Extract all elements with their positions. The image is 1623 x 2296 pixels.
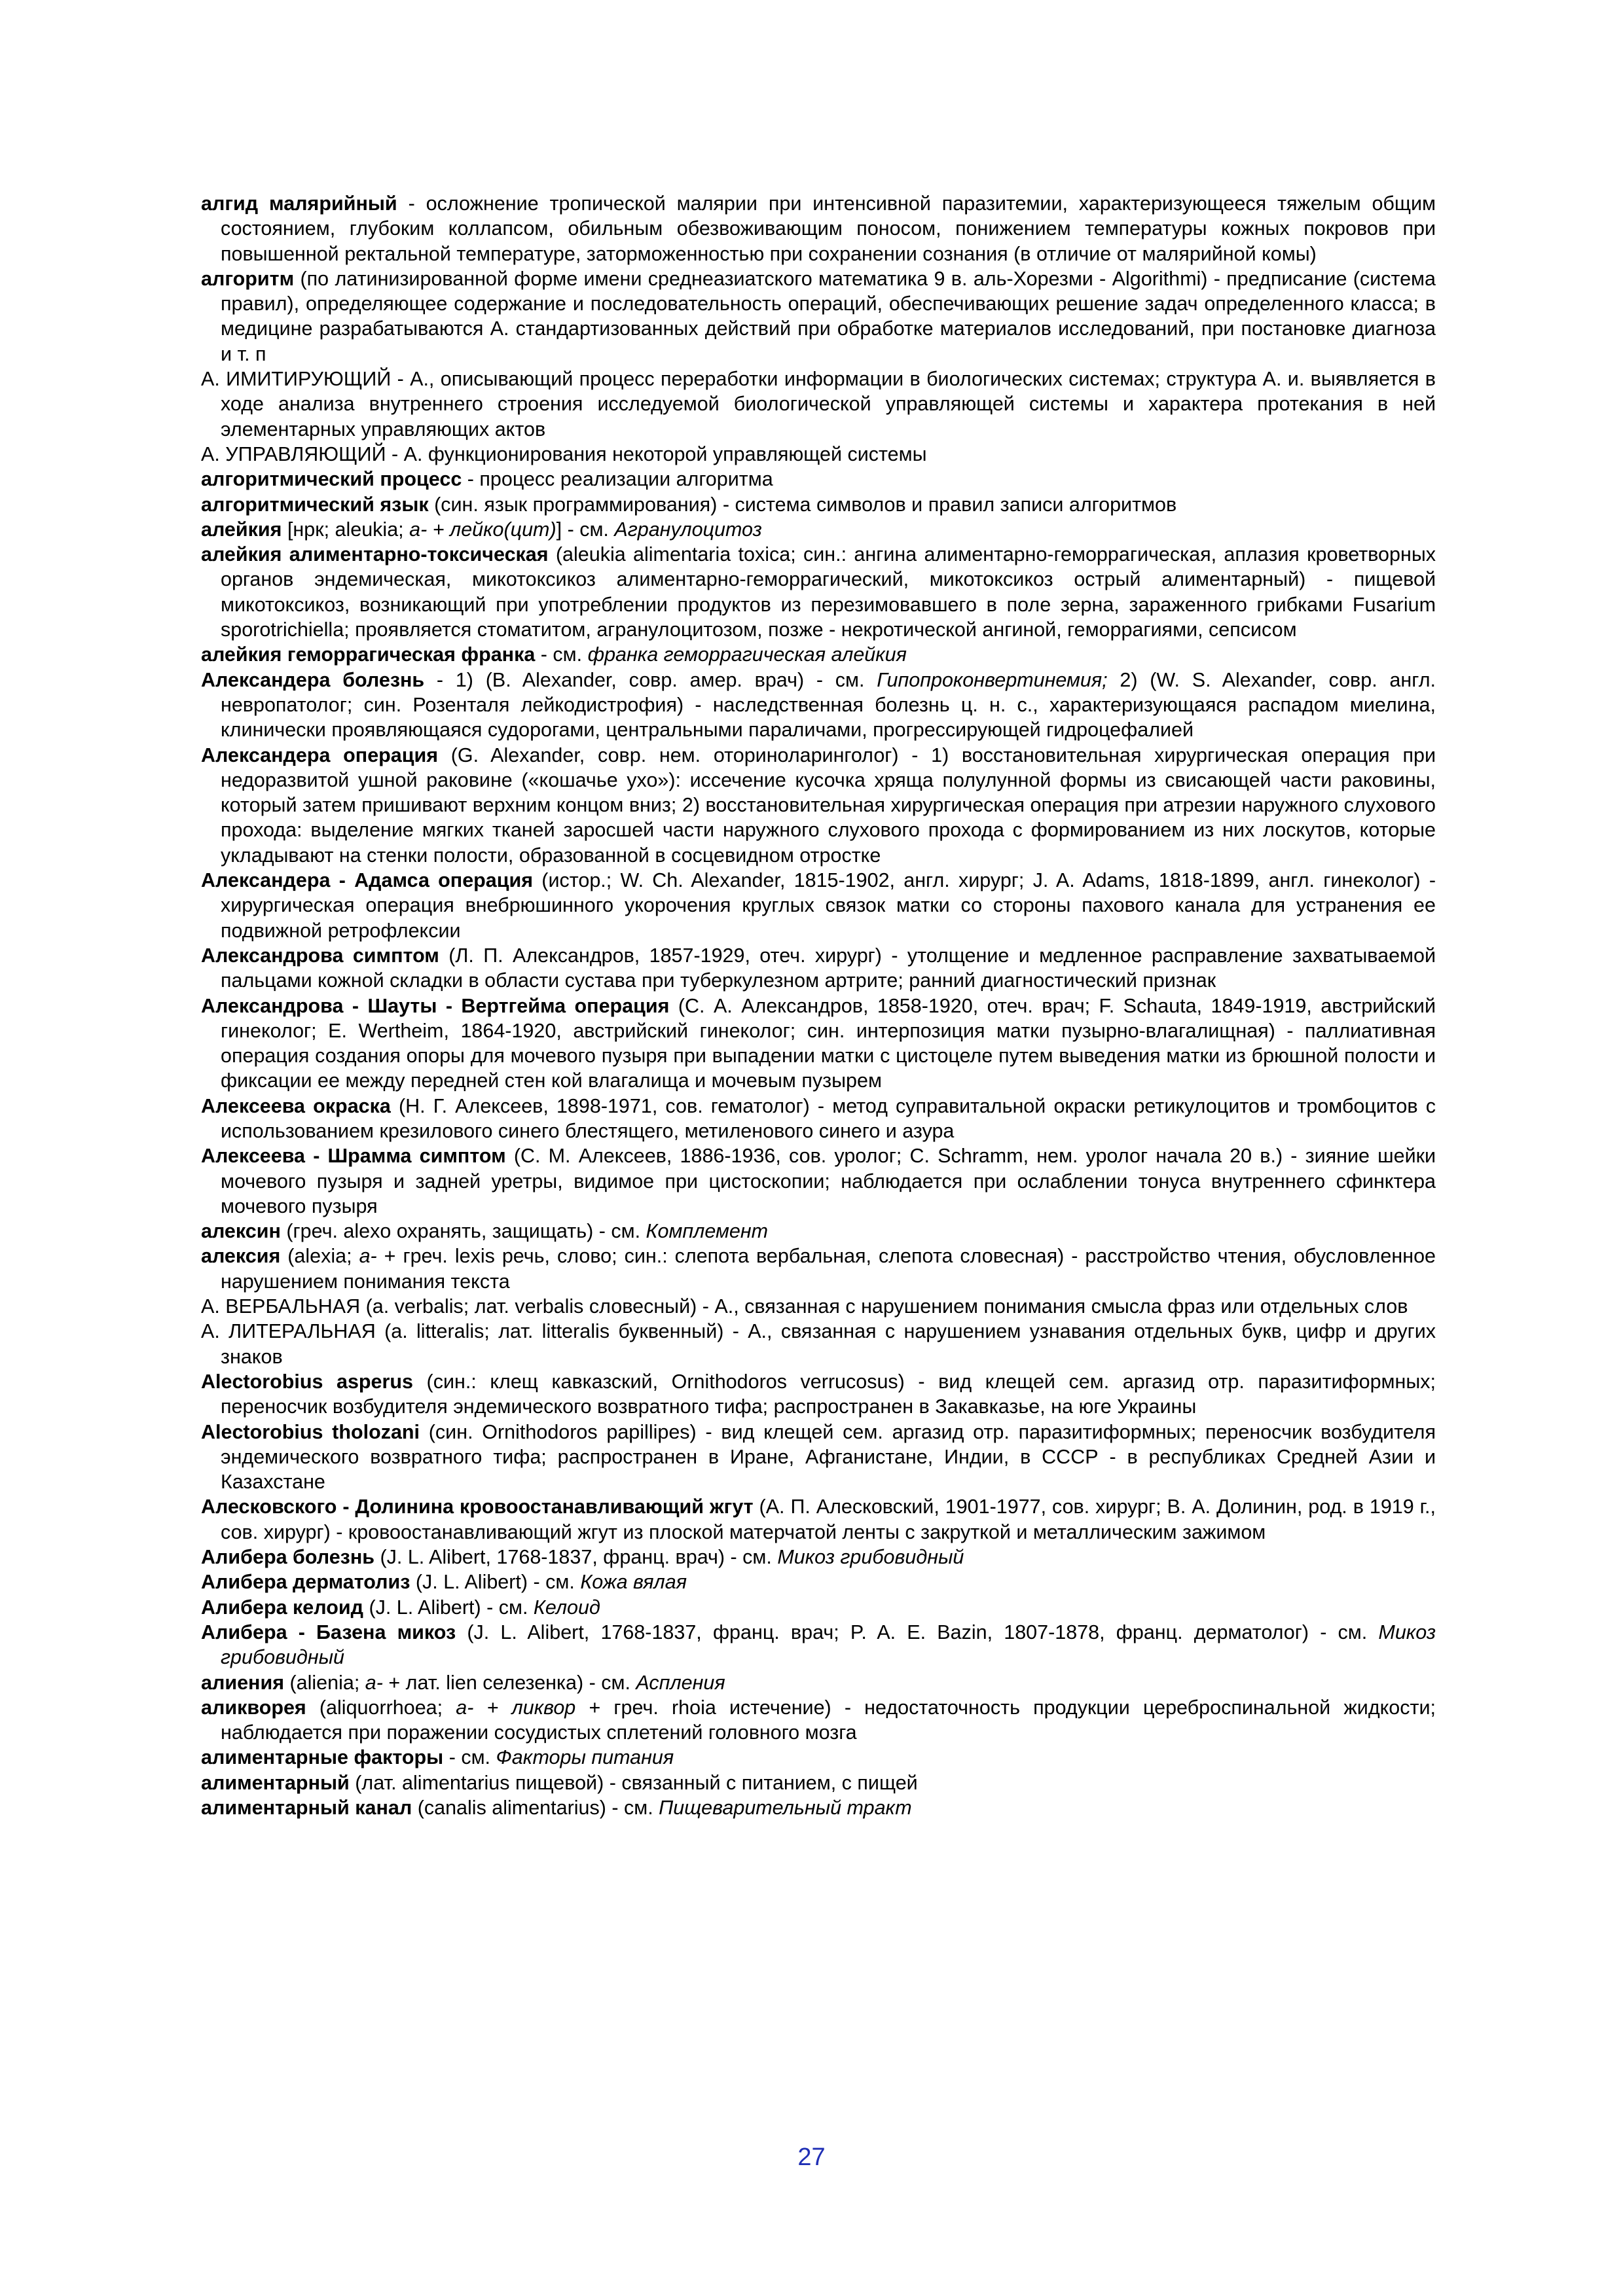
entry-definition: + греч. lexis речь, слово; син.: слепота вербальная, слепота словесная) - расстройство чтения, обусловленное нарушением понимания текста xyxy=(221,1245,1436,1293)
entry-definition: + лат. lien селезенка) - см. xyxy=(382,1671,636,1694)
entry-definition: (С. А. Александров, 1858-1920, отеч. врач; F. Schauta, 1849-1919, австрийский гинеколог; E. Wertheim, 1864-1920, австрийский гинеколог; син. интерпозиция матки пузырно-влагалищная) - паллиативная операция создания опоры для мочевого пузыря при выпадении матки с цистоцеле путем выведения матки из брюшной полости и фиксации ее между передней стен кой влагалища и мочевым пузырем xyxy=(221,994,1436,1092)
entry-definition: - осложнение тропической малярии при интенсивной паразитемии, характеризующееся тяжелым общим состоянием, глубоким коллапсом, обильным обезвоживающим поносом, понижением температуры кожных покровов при повышенной ректальной температуре, заторможенностью при сохранении сознания (в отличие от малярийной комы) xyxy=(221,192,1436,265)
dictionary-entry xyxy=(201,1745,1436,1770)
entry-definition: - А. функционирования некоторой управляющей системы xyxy=(386,442,927,465)
entry-definition: (a. verbalis; лат. verbalis словесный) - А., связанная с нарушением понимания смысла фраз или отдельных слов xyxy=(360,1295,1408,1318)
entry-term: алексин xyxy=(201,1220,281,1243)
entry-term: Алесковского - Долинина кровоостанавливающий жгут xyxy=(201,1496,754,1518)
entry-definition: (А. П. Алесковский, 1901-1977, сов. хирург; В. А. Долинин, род. в 1919 г., сов. хирург) - кровоостанавливающий жгут из плоской матерчатой ленты с закруткой и металлическим зажимом xyxy=(221,1496,1436,1543)
sub-entry xyxy=(201,1319,1436,1369)
dictionary-entry xyxy=(201,1369,1436,1420)
sub-entry xyxy=(201,367,1436,442)
entry-definition: (G. Alexander, совр. нем. оториноларинголог) - 1) восстановительная хирургическая операция при недоразвитой ушной раковине («кошачье ухо»): иссечение кусочка хряща полулунной формы из свисающей части раковины, который затем пришивают верхним концом вниз; 2) восстановительная хирургическая операция при атрезии наружного слухового прохода: выделение мягких тканей заросшей части наружного слухового прохода с формированием из них лоскутов, которые укладывают на стенки полости, образованной в сосцевидном отростке xyxy=(221,744,1436,867)
dictionary-entry xyxy=(201,1420,1436,1495)
dictionary-entry xyxy=(201,1494,1436,1545)
dictionary-entry xyxy=(201,1670,1436,1695)
entry-definition: (aleukia alimentaria toxica; син.: ангина алиментарно-геморрагическая, аплазия кроветворных органов эндемическая, микотоксикоз алиментарно-геморрагический, микотоксикоз острый алиментарный) - пищевой микотоксикоз, возникающий при употреблении продуктов из перезимовавшего в поле зерна, зараженного грибками Fusarium sporotrichiella; проявляется стоматитом, агранулоцитозом, позже - некротической ангиной, геморрагиями, сепсисом xyxy=(221,543,1436,641)
entry-reference: Аспления xyxy=(636,1671,725,1694)
entry-reference: Гипопроконвертинемия; xyxy=(877,668,1108,691)
dictionary-entry xyxy=(201,868,1436,943)
dictionary-entry xyxy=(201,943,1436,994)
entry-term: Александрова - Шауты - Вертгейма операция xyxy=(201,994,670,1017)
dictionary-entry xyxy=(201,994,1436,1094)
sub-entry xyxy=(201,1294,1436,1319)
dictionary-entry xyxy=(201,1244,1436,1294)
entry-term: Alectorobius asperus xyxy=(201,1370,413,1393)
entry-reference: а- xyxy=(359,1245,377,1268)
entry-reference: Микоз грибовидный xyxy=(221,1621,1436,1669)
entry-term: алексия xyxy=(201,1245,281,1268)
entry-term: Александера - Адамса операция xyxy=(201,869,534,892)
sub-entry-term: А. УПРАВЛЯЮЩИЙ xyxy=(201,442,386,465)
entry-term: Александрова симптом xyxy=(201,944,439,967)
entry-definition: (aliquorrhoea; xyxy=(306,1696,456,1719)
dictionary-entry xyxy=(201,1570,1436,1594)
entry-term: алгид малярийный xyxy=(201,192,397,215)
entry-term: Алибера дерматолиз xyxy=(201,1571,410,1594)
entry-term: Алексеева - Шрамма симптом xyxy=(201,1145,506,1168)
entry-definition: (canalis alimentarius) - см. xyxy=(412,1797,659,1819)
dictionary-entry xyxy=(201,1219,1436,1244)
dictionary-entry xyxy=(201,668,1436,743)
entry-definition: - см. xyxy=(443,1746,496,1769)
dictionary-entry xyxy=(201,1795,1436,1820)
sub-entry-term: А. ВЕРБАЛЬНАЯ xyxy=(201,1295,361,1318)
entry-definition: (син. язык программирования) - система символов и правил записи алгоритмов xyxy=(428,493,1177,516)
entry-reference: Агранулоцитоз xyxy=(614,518,762,541)
entry-term: Алибера келоид xyxy=(201,1596,363,1619)
entry-reference: Пищеварительный тракт xyxy=(659,1797,912,1819)
entry-reference: Келоид xyxy=(533,1596,600,1619)
entry-definition: (истор.; W. Ch. Alexander, 1815-1902, англ. хирург; J. A. Adams, 1818-1899, англ. гинеколог) - хирургическая операция внебрюшинного укорочения круглых связок матки со стороны пахового канала для устранения ее подвижной ретрофлексии xyxy=(221,869,1436,942)
entry-definition: (по латинизированной форме имени среднеазиатского математика 9 в. аль-Хорезми - Algorithmi) - предписание (система правил), определяющее содержание и последовательность операций, обеспечивающих решение задач определенного класса; в медицине разрабатываются А. стандартизованных действий при обработке материалов исследований, при постановке диагноза и т. п xyxy=(221,267,1436,365)
entry-definition: + греч. rhoia истечение) - недостаточность продукции цереброспинальной жидкости; наблюдается при поражении сосудистых сплетений головного мозга xyxy=(221,1696,1436,1744)
entry-reference: Микоз грибовидный xyxy=(777,1546,964,1569)
entry-term: алиментарный канал xyxy=(201,1797,412,1819)
entry-definition: (J. L. Alibert) - см. xyxy=(410,1571,581,1594)
entry-definition: (J. L. Alibert, 1768-1837, франц. врач) - см. xyxy=(374,1546,778,1569)
entry-term: алейкия xyxy=(201,518,282,541)
entry-reference: Комплемент xyxy=(646,1220,769,1243)
entry-definition: (лат. alimentarius пищевой) - связанный с питанием, с пищей xyxy=(349,1771,918,1794)
entry-definition: - процесс реализации алгоритма xyxy=(462,468,773,491)
page-number: 27 xyxy=(797,2144,826,2171)
entry-definition: ] - см. xyxy=(556,518,615,541)
entry-definition: (a. litteralis; лат. litteralis буквенный) - А., связанная с нарушением узнавания отдельных букв, цифр и других знаков xyxy=(221,1320,1436,1368)
entry-term: Александера болезнь xyxy=(201,668,425,691)
dictionary-entry xyxy=(201,1094,1436,1144)
entry-term: Alectorobius tholozani xyxy=(201,1420,420,1443)
entry-definition: (alexia; xyxy=(280,1245,359,1268)
entry-reference: Факторы питания xyxy=(496,1746,674,1769)
entry-definition: - А., описывающий процесс переработки информации в биологических системах; структура А. и. выявляется в ходе анализа внутреннего строения исследуемой биологической управляющей системы и характера протекания в ней элементарных управляющих актов xyxy=(221,368,1436,440)
sub-entry-term: А. ИМИТИРУЮЩИЙ xyxy=(201,368,392,391)
dictionary-entry xyxy=(201,1770,1436,1795)
dictionary-entry xyxy=(201,1695,1436,1746)
entry-term: алгоритмический язык xyxy=(201,493,429,516)
entry-reference: а- + ликвор xyxy=(456,1696,576,1719)
entry-term: Алибера болезнь xyxy=(201,1546,374,1569)
sub-entry-term: А. ЛИТЕРАЛЬНАЯ xyxy=(201,1320,376,1343)
entry-definition: (Л. П. Александров, 1857-1929, отеч. хирург) - утолщение и медленное расправление захватываемой пальцами кожной складки в области сустава при туберкулезном артрите; ранний диагностический признак xyxy=(221,944,1436,992)
entry-term: алиментарные факторы xyxy=(201,1746,444,1769)
entry-term: алейкия алиментарно-токсическая xyxy=(201,543,549,566)
entry-reference: франка геморрагическая алейкия xyxy=(587,643,907,666)
entry-definition: 2) (W. S. Alexander, совр. англ. невропатолог; син. Розенталя лейкодистрофия) - наследственная болезнь ц. н. с., характеризующаяся распадом миелина, клинически проявляющаяся судорогами, центральными параличами, прогрессирующей гидроцефалией xyxy=(221,668,1436,742)
entry-definition: - см. xyxy=(535,643,588,666)
entry-term: Алибера - Базена микоз xyxy=(201,1621,456,1643)
dictionary-entry xyxy=(201,743,1436,868)
dictionary-entry xyxy=(201,492,1436,517)
dictionary-entry xyxy=(201,1545,1436,1570)
entry-reference: а- + лейко(цит) xyxy=(409,518,556,541)
entry-term: алейкия геморрагическая франка xyxy=(201,643,536,666)
dictionary-page xyxy=(201,191,1436,1820)
dictionary-entry xyxy=(201,1143,1436,1219)
dictionary-entry xyxy=(201,191,1436,266)
entry-definition: (С. М. Алексеев, 1886-1936, сов. уролог; C. Schramm, нем. уролог начала 20 в.) - зияние шейки мочевого пузыря и задней уретры, видимое при цистоскопии; наблюдается при ослаблении тонуса внутреннего сфинктера мочевого пузыря xyxy=(221,1145,1436,1217)
entry-term: аликворея xyxy=(201,1696,306,1719)
sub-entry xyxy=(201,442,1436,467)
entry-term: алиментарный xyxy=(201,1771,350,1794)
entry-definition: (J. L. Alibert) - см. xyxy=(363,1596,534,1619)
entry-reference: а- xyxy=(365,1671,383,1694)
entry-term: алгоритмический процесс xyxy=(201,468,462,491)
entry-definition: (J. L. Alibert, 1768-1837, франц. врач; P. A. E. Bazin, 1807-1878, франц. дерматолог) - см. xyxy=(456,1621,1379,1643)
dictionary-entry xyxy=(201,517,1436,542)
entry-term: Александера операция xyxy=(201,744,439,766)
dictionary-entry xyxy=(201,1620,1436,1670)
entry-definition: (греч. alexo охранять, защищать) - см. xyxy=(280,1220,646,1243)
entry-definition: (син.: клещ кавказский, Ornithodoros verrucosus) - вид клещей сем. аргазид отр. паразитиформных; переносчик возбудителя эндемического возвратного тифа; распространен в Закавказье, на юге Украины xyxy=(221,1370,1436,1418)
dictionary-entry xyxy=(201,1595,1436,1620)
dictionary-entry xyxy=(201,467,1436,492)
entry-term: Алексеева окраска xyxy=(201,1094,391,1117)
dictionary-entry xyxy=(201,542,1436,642)
entry-definition: (Н. Г. Алексеев, 1898-1971, сов. гематолог) - метод суправитальной окраски ретикулоцитов и тромбоцитов с использованием крезилового синего блестящего, метиленового синего и азура xyxy=(221,1094,1436,1142)
entry-definition: (alienia; xyxy=(284,1671,365,1694)
entry-definition: - 1) (B. Alexander, совр. амер. врач) - см. xyxy=(424,668,877,691)
dictionary-entry xyxy=(201,266,1436,367)
dictionary-entry xyxy=(201,642,1436,667)
entry-definition: [нрк; aleukia; xyxy=(282,518,410,541)
entry-term: алгоритм xyxy=(201,267,295,290)
entry-reference: Кожа вялая xyxy=(580,1571,687,1594)
entry-definition: (син. Ornithodoros papillipes) - вид клещей сем. аргазид отр. паразитиформных; переносчик возбудителя эндемического возвратного тифа; распространен в Иране, Афганистане, Индии, в СССР - в республиках Средней Азии и Казахстане xyxy=(221,1420,1436,1494)
entry-term: алиения xyxy=(201,1671,285,1694)
